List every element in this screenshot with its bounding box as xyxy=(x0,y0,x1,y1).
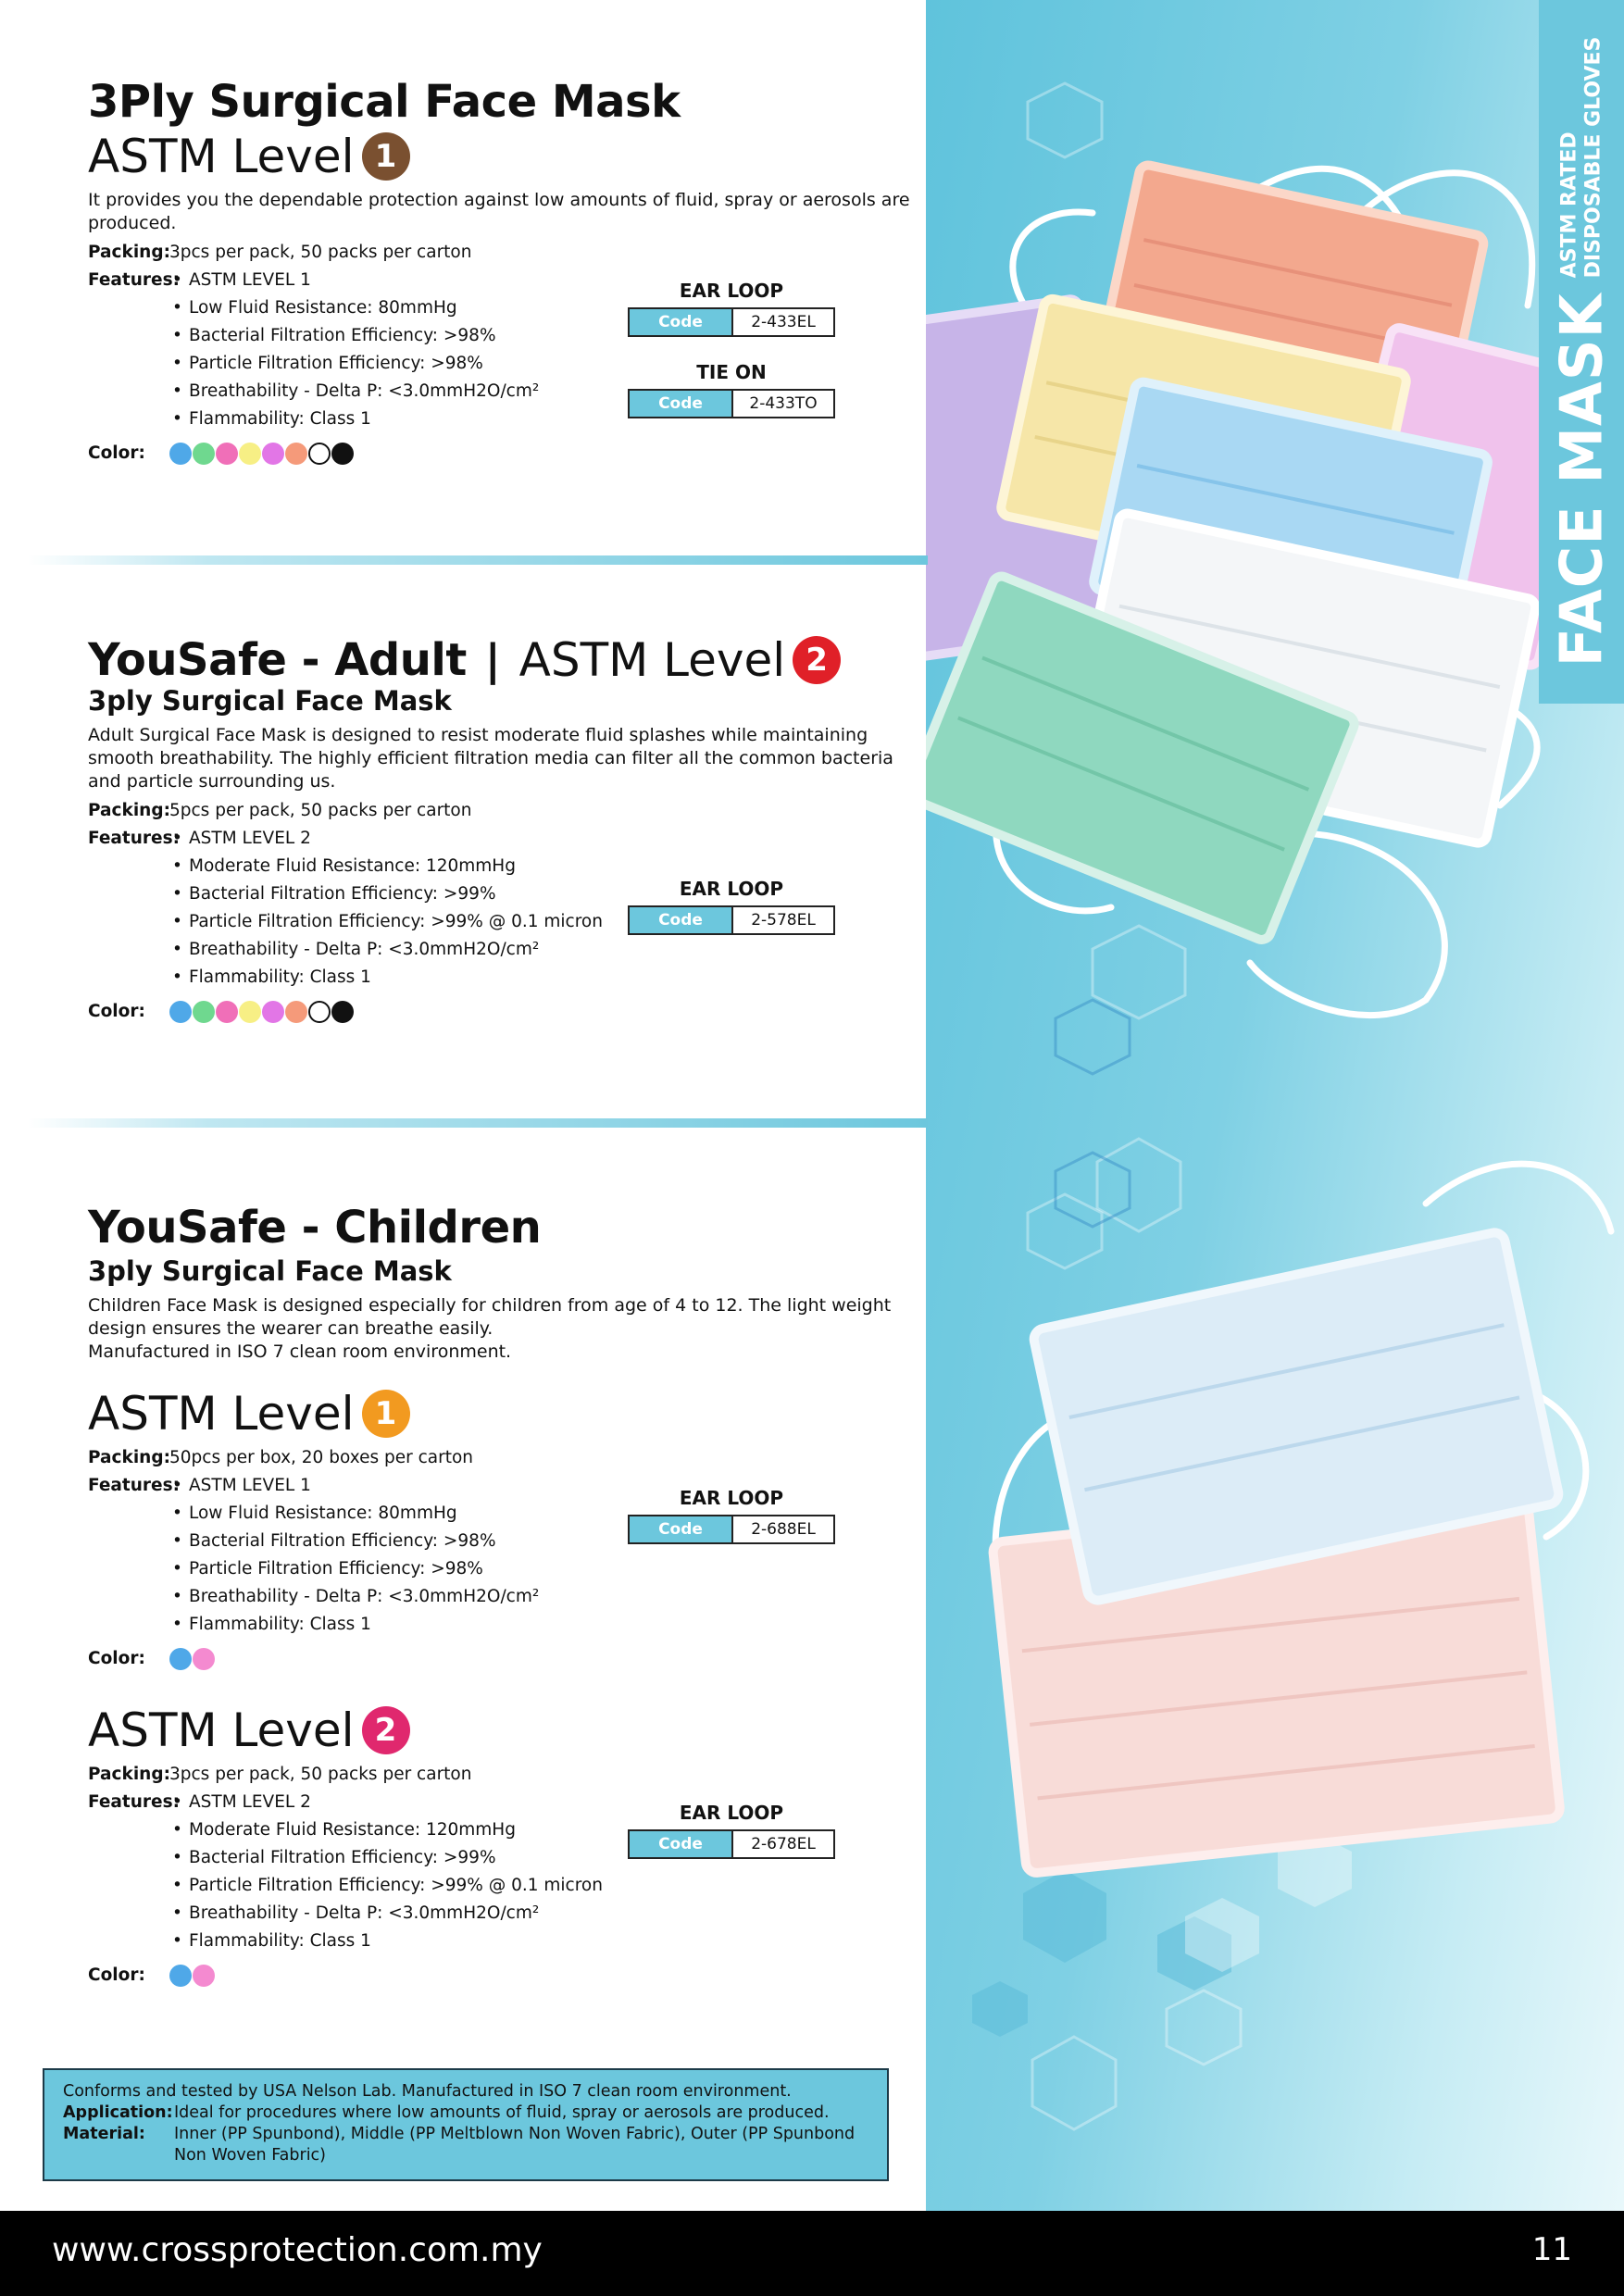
color-swatches xyxy=(169,1965,216,1987)
feature-item: • ASTM LEVEL 1 xyxy=(172,1472,539,1500)
packing-value: 50pcs per box, 20 boxes per carton xyxy=(169,1448,474,1467)
color-label: Color: xyxy=(88,1965,145,1985)
feature-item: • ASTM LEVEL 2 xyxy=(172,1789,603,1816)
feature-item: • Breathability - Delta P: <3.0mmH2O/cm² xyxy=(172,378,539,406)
code-key: Code xyxy=(630,1516,733,1542)
color-swatches xyxy=(169,1648,216,1670)
color-swatch xyxy=(331,1001,354,1023)
feature-item: • Breathability - Delta P: <3.0mmH2O/cm² xyxy=(172,1900,603,1928)
code-value: 2-578EL xyxy=(733,907,833,933)
color-swatch xyxy=(308,443,331,465)
level-badge: 1 xyxy=(362,132,410,181)
code-type-title: EAR LOOP xyxy=(679,1802,784,1824)
category-title: FACE MASK xyxy=(1547,293,1616,668)
code-table xyxy=(628,1515,835,1544)
color-swatch xyxy=(239,1001,261,1023)
category-subtitle-line2: DISPOSABLE GLOVES xyxy=(1581,36,1605,279)
product-photo-panel xyxy=(926,0,1624,2211)
color-row xyxy=(88,1962,169,1990)
color-swatch xyxy=(285,1001,307,1023)
astm-level-label: ASTM Level xyxy=(88,1703,355,1757)
feature-item: • Bacterial Filtration Efficiency: >99% xyxy=(172,880,603,908)
section-divider xyxy=(28,555,928,565)
code-key: Code xyxy=(630,309,733,335)
feature-item: • Bacterial Filtration Efficiency: >98% xyxy=(172,322,539,350)
category-side-tab xyxy=(1539,0,1624,704)
features-list xyxy=(172,1472,539,1639)
feature-item: • Low Fluid Resistance: 80mmHg xyxy=(172,1500,539,1528)
info-application-row xyxy=(63,2103,868,2124)
code-type-title: EAR LOOP xyxy=(679,1487,784,1509)
section-subtitle: 3ply Surgical Face Mask xyxy=(88,685,452,717)
feature-item: • Low Fluid Resistance: 80mmHg xyxy=(172,294,539,322)
color-swatch xyxy=(331,443,354,465)
color-swatch xyxy=(169,1965,192,1987)
feature-item: • Breathability - Delta P: <3.0mmH2O/cm² xyxy=(172,936,603,964)
code-key: Code xyxy=(630,907,733,933)
info-material-row xyxy=(63,2124,868,2166)
face-masks-image xyxy=(926,0,1624,2211)
code-table xyxy=(628,905,835,935)
feature-item: • Particle Filtration Efficiency: >98% xyxy=(172,1555,539,1583)
feature-item: • Particle Filtration Efficiency: >98% xyxy=(172,350,539,378)
feature-item: • Moderate Fluid Resistance: 120mmHg xyxy=(172,853,603,880)
feature-item: • ASTM LEVEL 2 xyxy=(172,825,603,853)
heading-separator: | xyxy=(484,635,501,685)
astm-level-label: ASTM Level xyxy=(88,130,355,183)
page-number: 11 xyxy=(1531,2231,1572,2268)
color-swatch xyxy=(193,1965,215,1987)
color-swatch xyxy=(308,1001,331,1023)
code-type-title: TIE ON xyxy=(696,361,767,383)
packing-value: 3pcs per pack, 50 packs per carton xyxy=(169,1765,472,1784)
category-subtitle-line1: ASTM RATED xyxy=(1557,131,1580,279)
code-key: Code xyxy=(630,391,733,417)
color-swatch xyxy=(239,443,261,465)
features-label-text: Features: xyxy=(88,1792,181,1812)
feature-item: • Particle Filtration Efficiency: >99% @ 0.1 micron xyxy=(172,908,603,936)
packing-label: Packing: xyxy=(88,1448,170,1467)
features-list xyxy=(172,1789,603,1955)
astm-level-label: ASTM Level xyxy=(518,633,786,687)
info-box xyxy=(43,2068,889,2181)
code-table xyxy=(628,307,835,337)
feature-item: • Bacterial Filtration Efficiency: >99% xyxy=(172,1844,603,1872)
code-table xyxy=(628,1829,835,1859)
packing-row xyxy=(88,239,471,267)
feature-item: • ASTM LEVEL 1 xyxy=(172,267,539,294)
level-badge: 1 xyxy=(362,1390,410,1438)
color-row xyxy=(88,1645,169,1673)
application-label: Application: xyxy=(63,2103,173,2122)
category-subtitle xyxy=(1557,37,1605,279)
color-swatch xyxy=(262,443,284,465)
packing-row xyxy=(88,1444,473,1472)
feature-item: • Moderate Fluid Resistance: 120mmHg xyxy=(172,1816,603,1844)
features-label-text: Features: xyxy=(88,829,181,848)
code-value: 2-678EL xyxy=(733,1831,833,1857)
feature-item: • Breathability - Delta P: <3.0mmH2O/cm² xyxy=(172,1583,539,1611)
features-label-text: Features: xyxy=(88,1476,181,1495)
code-value: 2-688EL xyxy=(733,1516,833,1542)
color-swatch xyxy=(216,443,238,465)
ear-loop-code xyxy=(628,280,835,337)
code-type-title: EAR LOOP xyxy=(679,878,784,900)
section-title: 3Ply Surgical Face Mask xyxy=(88,76,681,128)
features-label xyxy=(88,267,181,294)
feature-item: • Flammability: Class 1 xyxy=(172,1928,603,1955)
features-list xyxy=(172,267,539,433)
color-row xyxy=(88,440,169,468)
astm-level-heading xyxy=(88,1703,410,1757)
application-value: Ideal for procedures where low amounts of fluid, spray or aerosols are produced. xyxy=(174,2103,830,2122)
code-value: 2-433TO xyxy=(733,391,833,417)
astm-level-heading xyxy=(88,1387,410,1441)
feature-item: • Particle Filtration Efficiency: >99% @ 0.1 micron xyxy=(172,1872,603,1900)
features-label xyxy=(88,825,181,853)
packing-label: Packing: xyxy=(88,243,170,262)
footer xyxy=(0,2211,1624,2296)
section-description: It provides you the dependable protection against low amounts of fluid, spray or aerosols are produced. xyxy=(88,190,910,233)
color-swatch xyxy=(193,443,215,465)
section-subtitle: 3ply Surgical Face Mask xyxy=(88,1255,452,1287)
level-badge: 2 xyxy=(793,636,841,684)
description-line: Manufactured in ISO 7 clean room environment. xyxy=(88,1341,512,1362)
features-label xyxy=(88,1789,181,1816)
color-swatch xyxy=(193,1001,215,1023)
color-label: Color: xyxy=(88,443,145,463)
material-value: Inner (PP Spunbond), Middle (PP Meltblown Non Woven Fabric), Outer (PP Spunbond Non Woven Fabric) xyxy=(174,2125,856,2165)
color-label: Color: xyxy=(88,1002,145,1021)
color-label: Color: xyxy=(88,1649,145,1668)
info-conformity: Conforms and tested by USA Nelson Lab. Manufactured in ISO 7 clean room environment. xyxy=(63,2082,792,2101)
features-list xyxy=(172,825,603,992)
ear-loop-code xyxy=(628,1802,835,1859)
astm-level-label: ASTM Level xyxy=(88,1387,355,1441)
level-badge: 2 xyxy=(362,1706,410,1754)
section-heading xyxy=(88,633,841,687)
feature-item: • Bacterial Filtration Efficiency: >98% xyxy=(172,1528,539,1555)
website-link[interactable]: www.crossprotection.com.my xyxy=(52,2231,543,2269)
color-swatch xyxy=(216,1001,238,1023)
code-table xyxy=(628,389,835,418)
description-line: Children Face Mask is designed especially for children from age of 4 to 12. The light weight design ensures the wearer can breathe easily. xyxy=(88,1295,892,1339)
color-swatch xyxy=(262,1001,284,1023)
color-swatch xyxy=(285,443,307,465)
code-value: 2-433EL xyxy=(733,309,833,335)
feature-item: • Flammability: Class 1 xyxy=(172,406,539,433)
section-title: YouSafe - Adult xyxy=(88,634,467,686)
astm-level-heading xyxy=(88,130,410,183)
color-swatches xyxy=(169,443,355,465)
section-divider xyxy=(28,1118,928,1128)
color-swatch xyxy=(193,1648,215,1670)
color-swatch xyxy=(169,1001,192,1023)
section-description: Adult Surgical Face Mask is designed to resist moderate fluid splashes while maintaining smooth breathability. The highly efficient filtration media can filter all the common bacteria and particle surrounding us. xyxy=(88,725,893,792)
packing-value: 3pcs per pack, 50 packs per carton xyxy=(169,243,472,262)
features-label-text: Features: xyxy=(88,270,181,290)
code-type-title: EAR LOOP xyxy=(679,280,784,302)
feature-item: • Flammability: Class 1 xyxy=(172,964,603,992)
color-swatch xyxy=(169,1648,192,1670)
color-row xyxy=(88,998,169,1026)
features-label xyxy=(88,1472,181,1500)
packing-row xyxy=(88,797,471,825)
feature-item: • Flammability: Class 1 xyxy=(172,1611,539,1639)
section-description xyxy=(88,1294,912,1364)
color-swatch xyxy=(169,443,192,465)
packing-label: Packing: xyxy=(88,801,170,820)
ear-loop-code xyxy=(628,878,835,935)
material-label: Material: xyxy=(63,2125,145,2143)
tie-on-code xyxy=(628,361,835,418)
ear-loop-code xyxy=(628,1487,835,1544)
packing-label: Packing: xyxy=(88,1765,170,1784)
color-swatches xyxy=(169,1001,355,1023)
packing-row xyxy=(88,1761,471,1789)
packing-value: 5pcs per pack, 50 packs per carton xyxy=(169,801,472,820)
code-key: Code xyxy=(630,1831,733,1857)
section-title: YouSafe - Children xyxy=(88,1202,542,1254)
